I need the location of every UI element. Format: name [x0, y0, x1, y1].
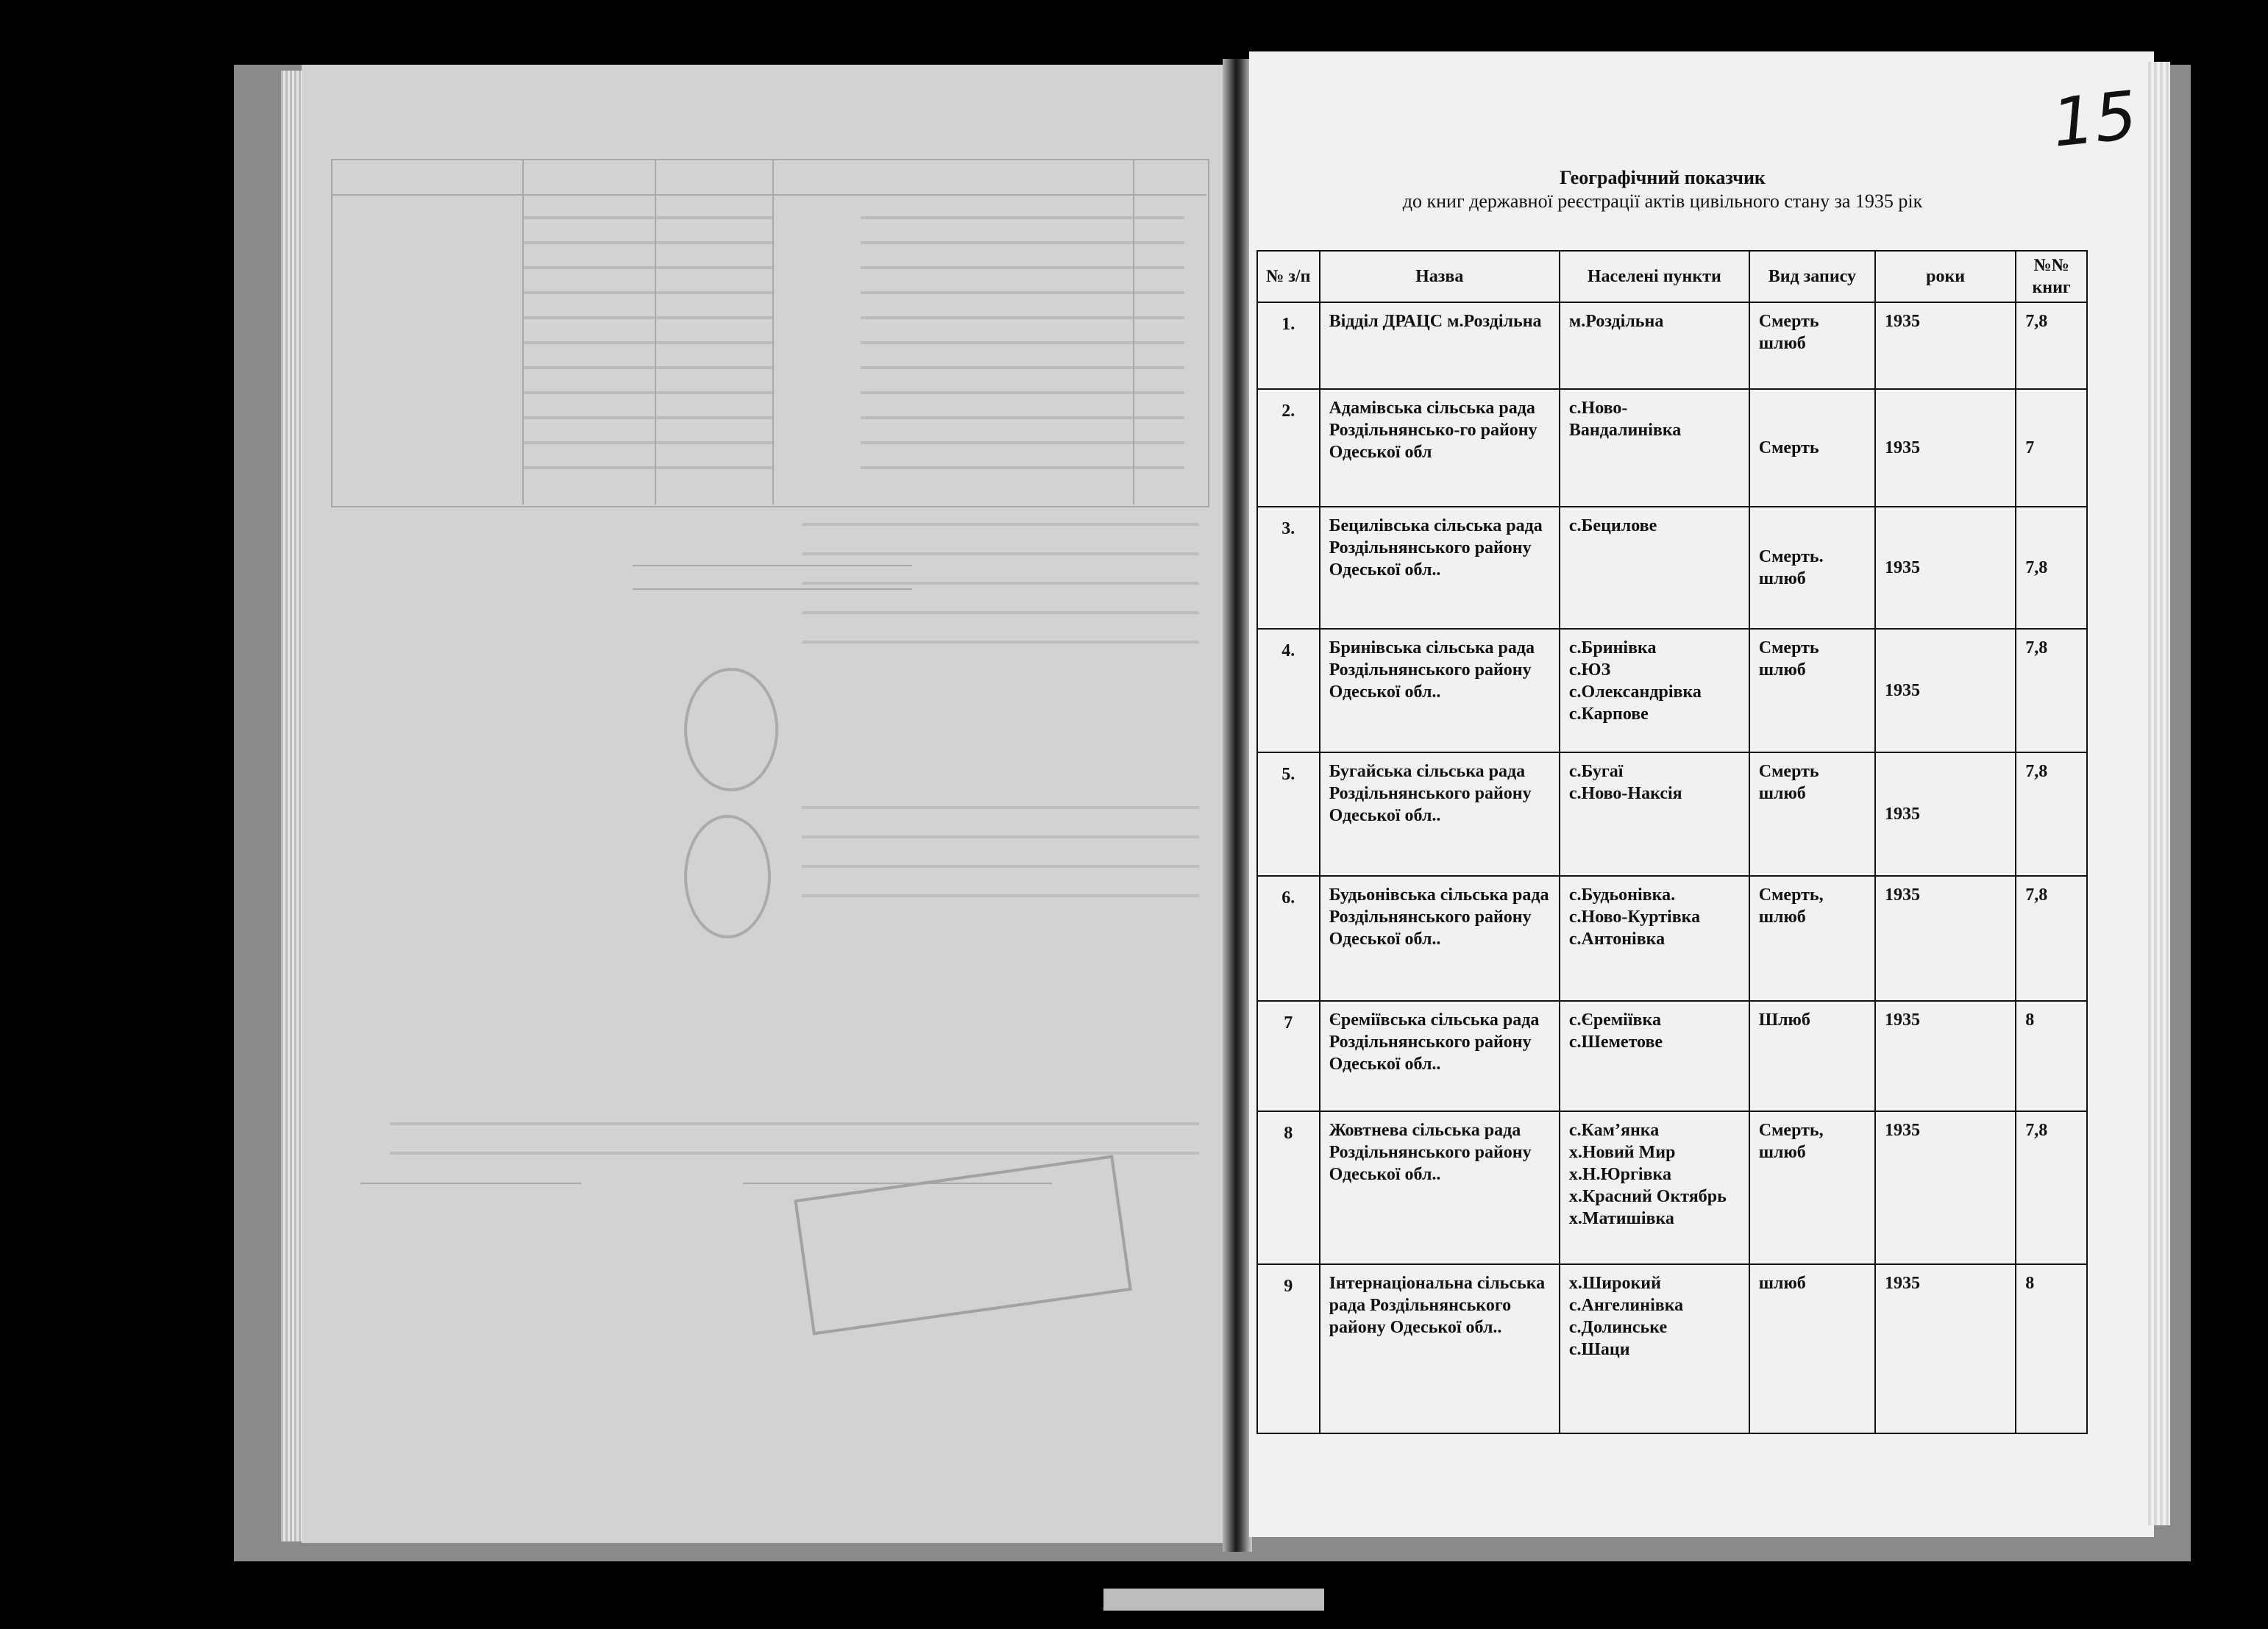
row-record-type: Смерть — [1749, 389, 1875, 507]
row-places: м.Роздільна — [1560, 302, 1749, 389]
row-number: 4. — [1257, 629, 1320, 752]
header-record-type: Вид запису — [1749, 251, 1875, 302]
row-books: 7,8 — [2016, 1111, 2087, 1264]
row-years: 1935 — [1875, 876, 2016, 1001]
row-places: с.Будьонівка. с.Ново-Куртівка с.Антонівка — [1560, 876, 1749, 1001]
row-places: с.Бринівка с.ЮЗ с.Олександрівка с.Карпове — [1560, 629, 1749, 752]
row-books: 7,8 — [2016, 752, 2087, 876]
left-page-edges — [281, 71, 303, 1541]
header-places: Населені пункти — [1560, 251, 1749, 302]
row-name: Бринівська сільська рада Роздільнянського району Одеської обл.. — [1320, 629, 1560, 752]
row-name: Жовтнева сільська рада Роздільнянського району Одеської обл.. — [1320, 1111, 1560, 1264]
row-number: 9 — [1257, 1264, 1320, 1433]
row-books: 7,8 — [2016, 507, 2087, 629]
row-places: с.Бецилове — [1560, 507, 1749, 629]
row-places: с.Єреміївка с.Шеметове — [1560, 1001, 1749, 1111]
header-book-numbers: №№ книг — [2016, 251, 2087, 302]
table-row — [1257, 389, 2087, 507]
row-number: 1. — [1257, 302, 1320, 389]
ghost-signature — [684, 668, 778, 791]
row-years: 1935 — [1875, 1264, 2016, 1433]
row-places: с.Бугаї с.Ново-Наксія — [1560, 752, 1749, 876]
ghost-text-block — [802, 517, 1199, 664]
row-places: с.Ново-Вандалинівка — [1560, 389, 1749, 507]
row-years: 1935 — [1875, 1001, 2016, 1111]
row-name: Єреміївська сільська рада Роздільнянського району Одеської обл.. — [1320, 1001, 1560, 1111]
table-row — [1257, 629, 2087, 752]
row-number: 2. — [1257, 389, 1320, 507]
document-title — [1273, 166, 2052, 213]
row-number: 8 — [1257, 1111, 1320, 1264]
header-years: роки — [1875, 251, 2016, 302]
row-record-type: Смерть шлюб — [1749, 752, 1875, 876]
row-books: 8 — [2016, 1264, 2087, 1433]
row-name: Інтернаціональна сільська рада Роздільнянського району Одеської обл.. — [1320, 1264, 1560, 1433]
row-books: 7,8 — [2016, 876, 2087, 1001]
ghost-line — [331, 194, 1206, 196]
row-years: 1935 — [1875, 1111, 2016, 1264]
ghost-text-block — [861, 209, 1184, 488]
row-record-type: Смерть. шлюб — [1749, 507, 1875, 629]
row-years: 1935 — [1875, 752, 2016, 876]
page-number: 15 — [2048, 76, 2141, 163]
row-years: 1935 — [1875, 629, 2016, 752]
row-name: Бугайська сільська рада Роздільнянського району Одеської обл.. — [1320, 752, 1560, 876]
ghost-line — [772, 159, 774, 505]
row-name: Будьонівська сільська рада Роздільнянського району Одеської обл.. — [1320, 876, 1560, 1001]
row-books: 7 — [2016, 389, 2087, 507]
table-row — [1257, 1111, 2087, 1264]
row-record-type: Смерть шлюб — [1749, 629, 1875, 752]
row-record-type: Смерть шлюб — [1749, 302, 1875, 389]
row-number: 6. — [1257, 876, 1320, 1001]
ghost-line — [360, 1183, 581, 1184]
ghost-text-block — [802, 800, 1199, 910]
row-books: 7,8 — [2016, 629, 2087, 752]
row-places: с.Кам’янка х.Новий Мир х.Н.Юргівка х.Красний Октябрь х.Матишівка — [1560, 1111, 1749, 1264]
row-years: 1935 — [1875, 507, 2016, 629]
row-record-type: Смерть, шлюб — [1749, 876, 1875, 1001]
row-books: 7,8 — [2016, 302, 2087, 389]
title-line-1: Географічний показчик — [1560, 167, 1766, 188]
ghost-signature — [684, 815, 771, 938]
geographic-index-table — [1256, 250, 2088, 1434]
table-row — [1257, 752, 2087, 876]
row-record-type: Шлюб — [1749, 1001, 1875, 1111]
row-books: 8 — [2016, 1001, 2087, 1111]
row-name: Бецилівська сільська рада Роздільнянського району Одеської обл.. — [1320, 507, 1560, 629]
row-number: 3. — [1257, 507, 1320, 629]
row-places: х.Широкий с.Ангелинівка с.Долинське с.Шаци — [1560, 1264, 1749, 1433]
table-header-row — [1257, 251, 2087, 302]
book-gutter — [1223, 59, 1252, 1552]
table-row — [1257, 507, 2087, 629]
page-bottom-edge — [1103, 1589, 1324, 1611]
row-number: 7 — [1257, 1001, 1320, 1111]
ghost-text-block — [522, 209, 772, 488]
header-name: Назва — [1320, 251, 1560, 302]
table-row — [1257, 302, 2087, 389]
table-row — [1257, 1264, 2087, 1433]
header-number: № з/п — [1257, 251, 1320, 302]
row-name: Відділ ДРАЦС м.Роздільна — [1320, 302, 1560, 389]
row-record-type: Смерть, шлюб — [1749, 1111, 1875, 1264]
row-name: Адамівська сільська рада Роздільнянсько-го району Одеської обл — [1320, 389, 1560, 507]
table-row — [1257, 876, 2087, 1001]
row-years: 1935 — [1875, 302, 2016, 389]
row-years: 1935 — [1875, 389, 2016, 507]
row-number: 5. — [1257, 752, 1320, 876]
title-line-2: до книг державної реєстрації актів цивільного стану за 1935 рік — [1402, 190, 1923, 212]
right-page-edges — [2148, 62, 2170, 1525]
table-row — [1257, 1001, 2087, 1111]
left-page-bleed-through — [302, 65, 1230, 1543]
row-record-type: шлюб — [1749, 1264, 1875, 1433]
